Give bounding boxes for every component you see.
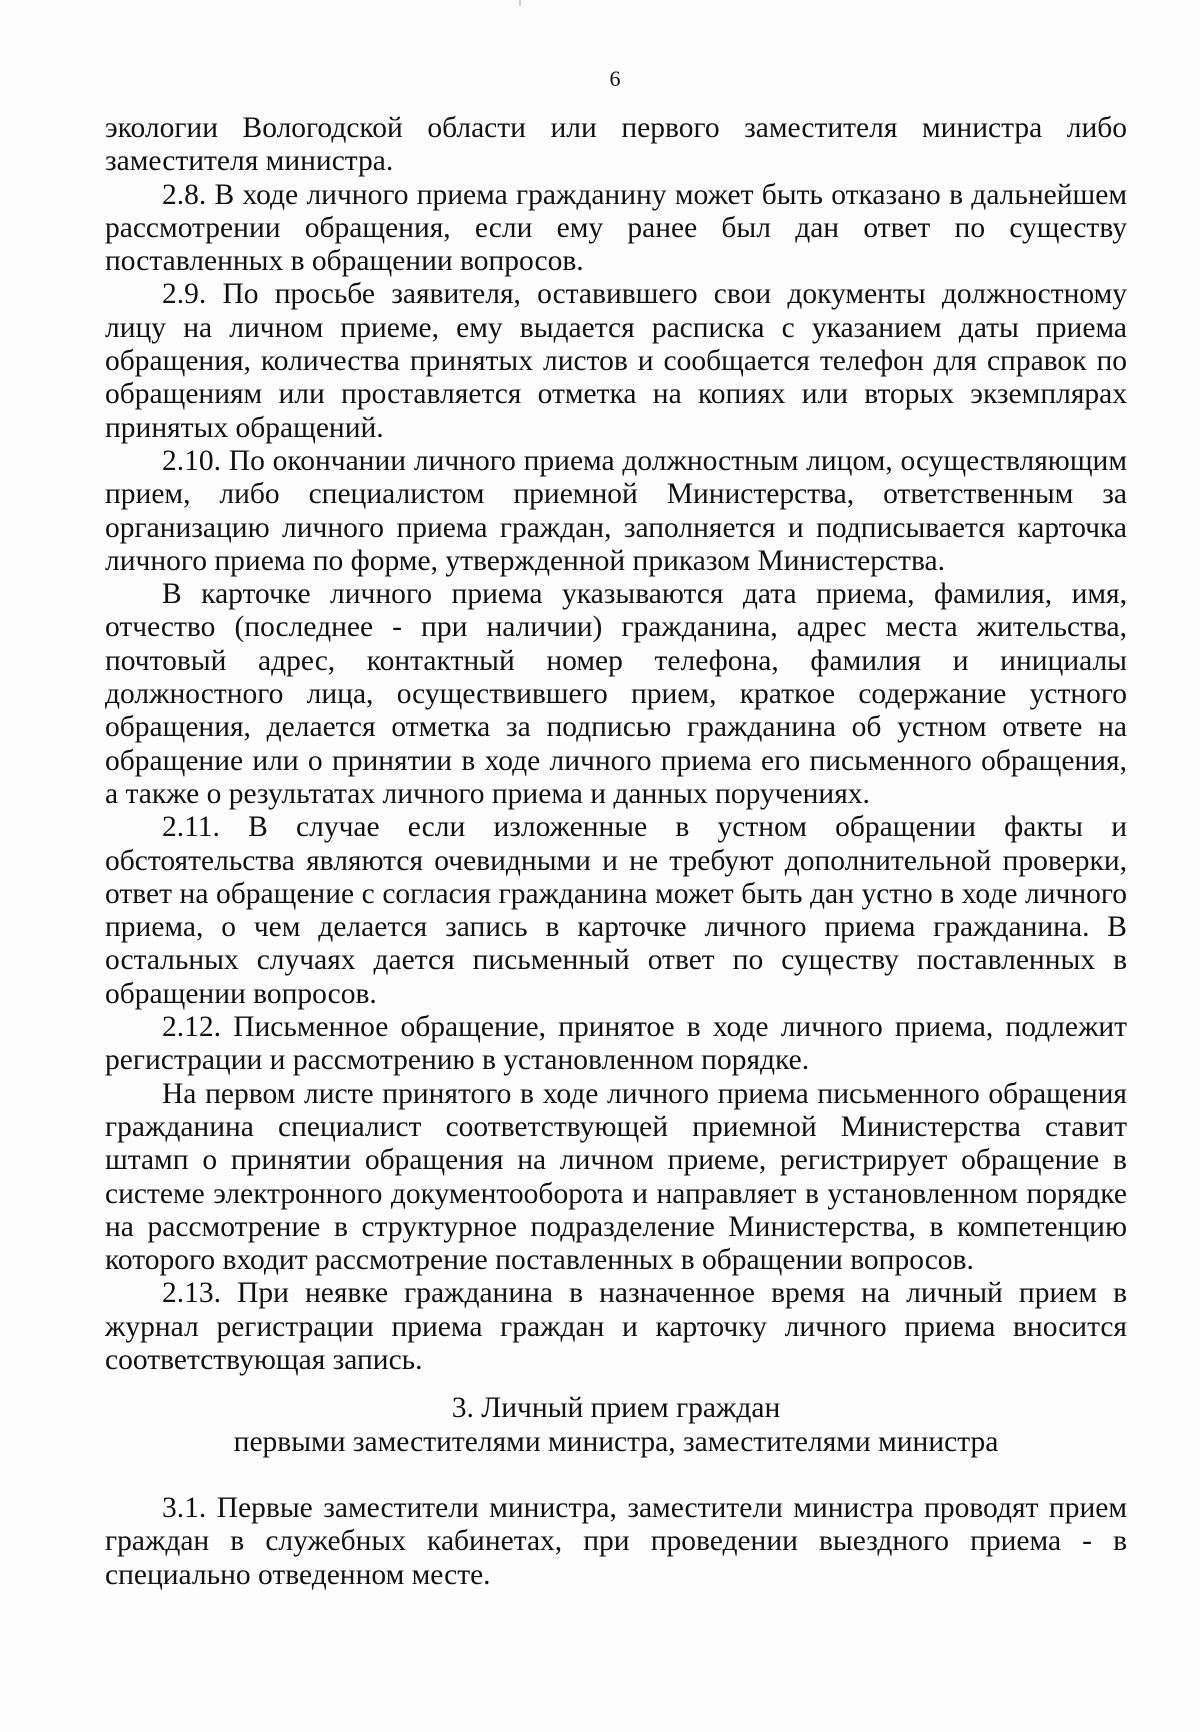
paragraph-2-13: 2.13. При неявке гражданина в назначенное время на личный прием в журнал регистрации приема граждан и карточку личного приема вносится соответствующая запись. (105, 1277, 1127, 1376)
page-number: 6 (609, 66, 621, 91)
paragraph-2-8: 2.8. В ходе личного приема гражданину может быть отказано в дальнейшем рассмотрении обращения, если ему ранее был дан ответ по существу поставленных в обращении вопросов. (105, 178, 1127, 278)
section-3-body (105, 1492, 1127, 1592)
paragraph-2-9: 2.9. По просьбе заявителя, оставившего свои документы должностному лицу на личном приеме, ему выдается расписка с указанием даты приема обращения, количества принятых листов и сообщается телефон для справок по обращениям или проставляется отметка на копиях или вторых экземплярах принятых обращений. (105, 278, 1127, 444)
paragraph-card-contents: В карточке личного приема указываются дата приема, фамилия, имя, отчество (последнее - при наличии) гражданина, адрес места жительства, почтовый адрес, контактный номер телефона, фамилия и инициалы должностного лица, осуществившего прием, краткое содержание устного обращения, делается отметка за подписью гражданина об устном ответе на обращение или о принятии в ходе личного приема его письменного обращения, а также о результатах личного приема и данных поручениях. (105, 578, 1127, 810)
paragraph-first-sheet: На первом листе принятого в ходе личного приема письменного обращения гражданина специалист соответствующей приемной Министерства ставит штамп о принятии обращения на личном приеме, регистрирует обращение в системе электронного документооборота и направляет в установленном порядке на рассмотрение в структурное подразделение Министерства, в компетенцию которого входит рассмотрение поставленных в обращении вопросов. (105, 1077, 1127, 1277)
scan-speck (519, 0, 521, 6)
paragraph-continuation: экологии Вологодской области или первого заместителя министра либо заместителя министра. (105, 112, 1127, 178)
paragraph-2-10: 2.10. По окончании личного приема должностным лицом, осуществляющим прием, либо специалистом приемной Министерства, ответственным за организацию личного приема граждан, заполняется и подписывается карточка личного приема по форме, утвержденной приказом Министерства. (105, 444, 1127, 577)
section-heading-title: 3. Личный прием граждан (451, 1392, 781, 1424)
paragraph-3-1: 3.1. Первые заместители министра, заместители министра проводят прием граждан в служебных кабинетах, при проведении выездного приема - в специально отведенном месте. (105, 1492, 1127, 1591)
paragraph-2-11: 2.11. В случае если изложенные в устном обращении факты и обстоятельства являются очевидными и не требуют дополнительной проверки, ответ на обращение с согласия гражданина может быть дан устно в ходе личного приема, о чем делается запись в карточке личного приема гражданина. В остальных случаях дается письменный ответ по существу поставленных в обращении вопросов. (105, 811, 1127, 1010)
document-body (105, 112, 1127, 1377)
paragraph-2-12: 2.12. Письменное обращение, принятое в ходе личного приема, подлежит регистрации и рассмотрению в установленном порядке. (105, 1011, 1127, 1077)
section-heading-subtitle: первыми заместителями министра, заместителями министра (233, 1426, 999, 1458)
